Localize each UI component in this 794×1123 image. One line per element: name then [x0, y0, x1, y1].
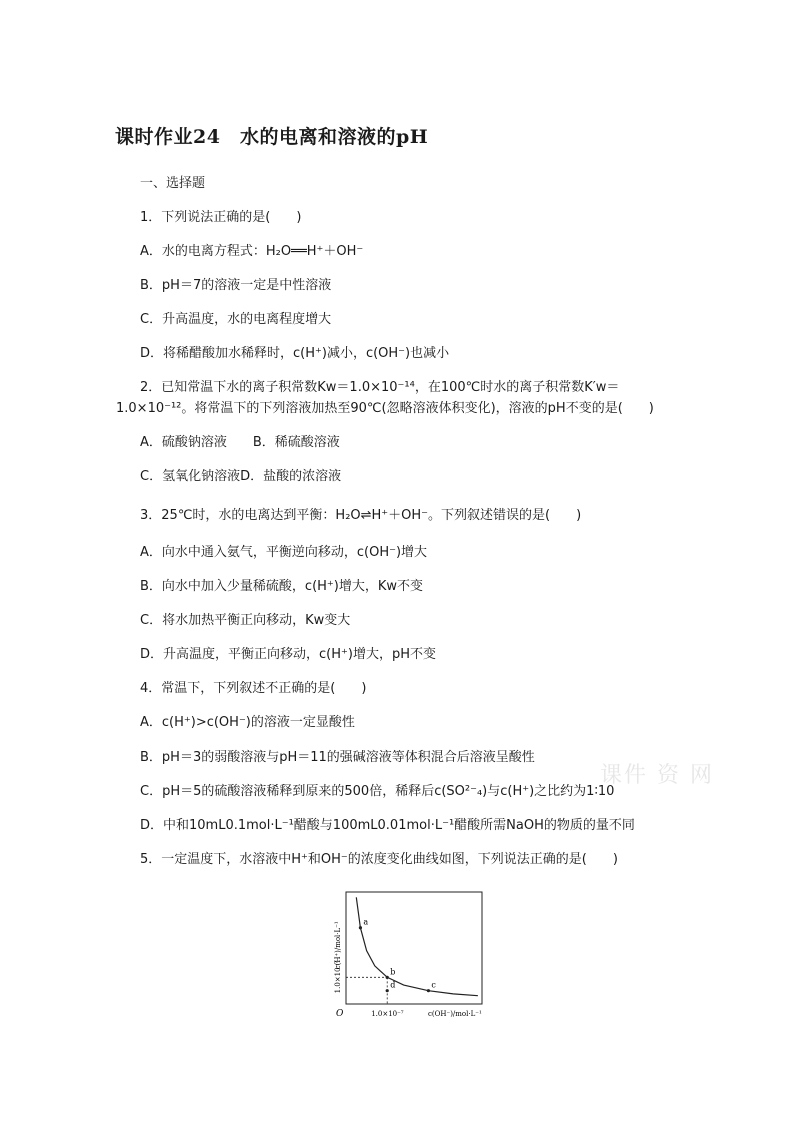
question-1-stem: 1．下列说法正确的是( ) — [140, 210, 302, 225]
point-b — [386, 976, 389, 979]
point-c — [427, 989, 430, 992]
question-1-option-b: B．pH＝7的溶液一定是中性溶液 — [140, 278, 332, 293]
kw-curve-chart — [328, 888, 488, 1028]
question-3-option-b: B．向水中加入少量稀硫酸，c(H⁺)增大，Kw不变 — [140, 579, 424, 594]
question-3-option-a: A．向水中通入氨气，平衡逆向移动，c(OH⁻)增大 — [140, 545, 428, 560]
question-3-option-c: C．将水加热平衡正向移动，Kw变大 — [140, 613, 351, 628]
kw-curve-line — [356, 897, 478, 995]
question-1-option-a: A．水的电离方程式：H₂O══H⁺＋OH⁻ — [140, 244, 364, 259]
point-label-d: d — [390, 980, 396, 990]
page-title: 课时作业24 水的电离和溶液的pH — [115, 126, 429, 148]
question-3-stem: 3．25℃时，水的电离达到平衡：H₂O⇌H⁺＋OH⁻。下列叙述错误的是( ) — [140, 508, 582, 523]
watermark: 课件 资 网 — [600, 763, 714, 788]
point-a — [359, 926, 362, 929]
question-5-stem: 5．一定温度下，水溶液中H⁺和OH⁻的浓度变化曲线如图，下列说法正确的是( ) — [140, 852, 618, 867]
point-label-b: b — [390, 967, 396, 977]
question-4-option-a: A．c(H⁺)>c(OH⁻)的溶液一定显酸性 — [140, 715, 355, 730]
question-1-option-d: D．将稀醋酸加水稀释时，c(H⁺)减小，c(OH⁻)也减小 — [140, 346, 450, 361]
point-group — [359, 918, 437, 993]
point-d — [386, 989, 389, 992]
question-4-stem: 4．常温下，下列叙述不正确的是( ) — [140, 681, 367, 696]
question-1-option-c: C．升高温度，水的电离程度增大 — [140, 312, 332, 327]
question-2-stem-line-2: 1.0×10⁻¹²。将常温下的下列溶液加热至90℃(忽略溶液体积变化)，溶液的pH不变的是( ) — [116, 401, 654, 416]
question-4-option-d: D．中和10mL0.1mol·L⁻¹醋酸与100mL0.01mol·L⁻¹醋酸所需NaOH的物质的量不同 — [140, 818, 635, 833]
x-tick-label: 1.0×10⁻⁷ — [371, 1010, 404, 1018]
question-2-stem-line-1: 2．已知常温下水的离子积常数Kw＝1.0×10⁻¹⁴，在100℃时水的离子积常数K′w＝ — [140, 380, 620, 395]
origin-label: O — [336, 1009, 344, 1019]
x-axis-label: c(OH⁻)/mol·L⁻¹ — [428, 1010, 482, 1018]
y-axis-label: c(H⁺)/mol·L⁻¹ — [334, 921, 342, 970]
question-4-option-b: B．pH＝3的弱酸溶液与pH＝11的强碱溶液等体积混合后溶液呈酸性 — [140, 750, 535, 765]
question-3-option-d: D．升高温度，平衡正向移动，c(H⁺)增大，pH不变 — [140, 647, 436, 662]
point-label-c: c — [431, 980, 436, 990]
point-label-a: a — [363, 917, 369, 927]
y-tick-label: 1.0×10⁻⁷ — [334, 960, 342, 994]
question-2-options-cd: C．氢氧化钠溶液D．盐酸的浓溶液 — [140, 469, 342, 484]
section-heading: 一、选择题 — [140, 176, 206, 191]
question-2-options-ab: A．硫酸钠溶液 B．稀硫酸溶液 — [140, 435, 340, 450]
question-4-option-c: C．pH＝5的硫酸溶液稀释到原来的500倍，稀释后c(SO²⁻₄)与c(H⁺)之比约为1∶10 — [140, 784, 615, 799]
